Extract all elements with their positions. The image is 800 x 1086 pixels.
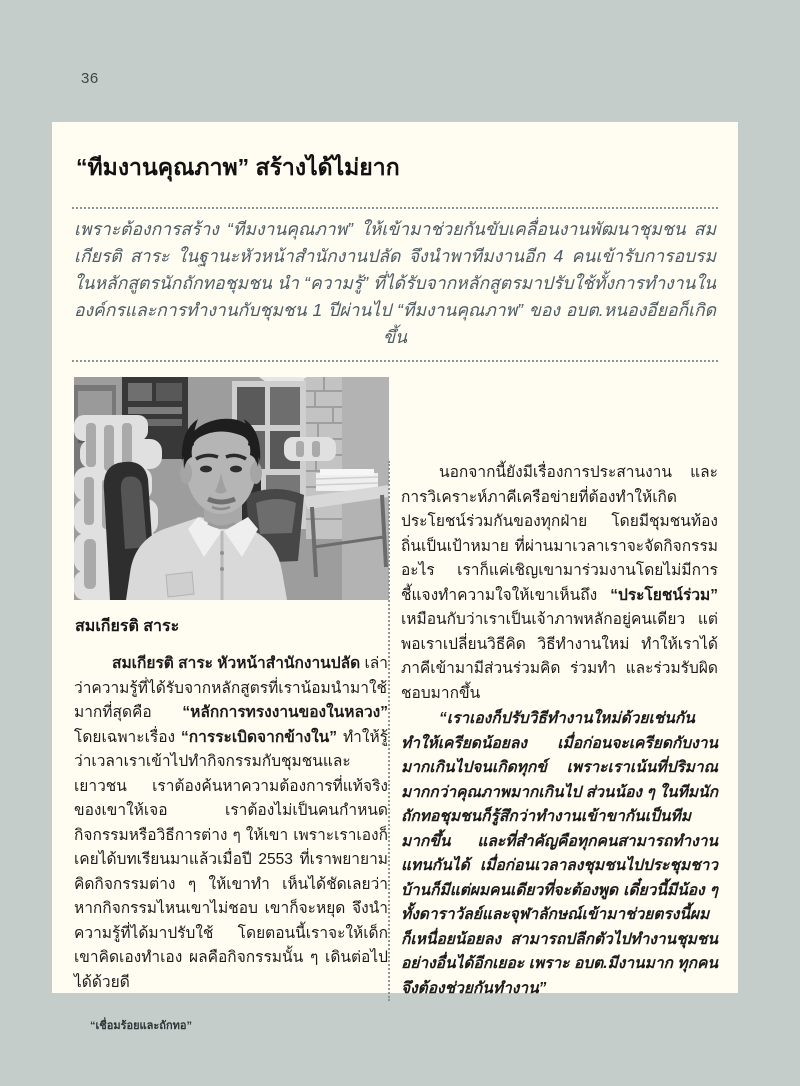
left-column (74, 652, 388, 995)
article-title: “ทีมงานคุณภาพ” สร้างได้ไม่ยาก (76, 154, 400, 180)
article-card (52, 122, 738, 997)
page-number: 36 (81, 70, 99, 87)
page-footer: “เชื่อมร้อยและถักทอ” (90, 1020, 192, 1032)
portrait-photo-illustration (74, 377, 389, 600)
photo-caption: สมเกียรติ สาระ (75, 618, 180, 635)
portrait-photo (74, 377, 389, 600)
right-column (388, 461, 718, 1001)
article-intro: เพราะต้องการสร้าง “ทีมงานคุณภาพ” ให้เข้ามาช่วยกันขับเคลื่อนงานพัฒนาชุมชน สมเกียรติ สาระ ในฐานะหัวหน้าสำนักงานปลัด จึงนำพาทีมงานอีก 4 คนเข้ารับการอบรมในหลักสูตรนักถักทอชุมชน นำ “ความรู้” ที่ได้รับจากหลักสูตรมาปรับใช้ทั้งการทำงานในองค์กรและการทำงานกับชุมชน 1 ปีผ่านไป “ทีมงานคุณภาพ” ของ อบต.หนองอียอก็เกิดขึ้น (72, 207, 718, 362)
right-column-paragraph-1: นอกจากนี้ยังมีเรื่องการประสานงาน และการวิเคราะห์ภาคีเครือข่ายที่ต้องทำให้เกิดประโยชน์ร่วมกันของทุกฝ่าย โดยมีชุมชนท้องถิ่นเป็นเป้าหมาย ที่ผ่านมาเวลาเราจะจัดกิจกรรมอะไร เราก็แค่เชิญเขามาร่วมงานโดยไม่มีการชี้แจงทำความใจให้เขาเห็นถึง “ประโยชน์ร่วม” เหมือนกับว่าเราเป็นเจ้าภาพหลักอยู่คนเดียว แต่พอเราเปลี่ยนวิธีคิด วิธีทำงานใหม่ ทำให้เราได้ภาคีเข้ามามีส่วนร่วมคิด ร่วมทำ และร่วมรับผิดชอบมากขึ้น (401, 464, 718, 702)
right-column-quote-paragraph: “เราเองก็ปรับวิธีทำงานใหม่ด้วยเช่นกัน ทำให้เครียดน้อยลง เมื่อก่อนจะเครียดกับงานมากเกินไปจนเกิดทุกข์ เพราะเราเน้นที่ปริมาณมากกว่าคุณภาพมากเกินไป ส่วนน้อง ๆ ในทีมนักถักทอชุมชนก็รู้สึกว่าทำงานเข้าขากันเป็นทีมมากขึ้น และที่สำคัญคือทุกคนสามารถทำงานแทนกันได้ เมื่อก่อนเวลาลงชุมชนไปประชุมชาวบ้านก็มีแต่ผมคนเดียวที่จะต้องพูด เดี๋ยวนี้มีน้อง ๆ ทั้งดาราวัลย์และจุฬาลักษณ์เข้ามาช่วยตรงนี้ผมก็เหนื่อยน้อยลง สามารถปลีกตัวไปทำงานชุมชนอย่างอื่นได้อีกเยอะ เพราะ อบต.มีงานมาก ทุกคนจึงต้องช่วยกันทำงาน” (401, 710, 718, 997)
left-column-paragraph: สมเกียรติ สาระ หัวหน้าสำนักงานปลัด เล่าว่าความรู้ที่ได้รับจากหลักสูตรที่เราน้อมนำมาใช้มากที่สุดคือ “หลักการทรงงานของในหลวง” โดยเฉพาะเรื่อง “การระเบิดจากข้างใน” ทำให้รู้ว่าเวลาเราเข้าไปทำกิจกรรมกับชุมชนและเยาวชน เราต้องค้นหาความต้องการที่แท้จริงของเขาให้เจอ เราต้องไม่เป็นคนกำหนดกิจกรรมหรือวิธีการต่าง ๆ ให้เขา เพราะเราเองก็เคยได้บทเรียนมาแล้วเมื่อปี 2553 ที่เราพยายามคิดกิจกรรมต่าง ๆ ให้เขาทำ เห็นได้ชัดเลยว่าหากกิจกรรมไหนเขาไม่ชอบ เขาก็จะหยุด จึงนำความรู้ที่ได้มาปรับใช้ โดยตอนนี้เราจะให้เด็กเขาคิดเองทำเอง ผลคือกิจกรรมนั้น ๆ เดินต่อไปได้ด้วยดี (74, 655, 388, 991)
